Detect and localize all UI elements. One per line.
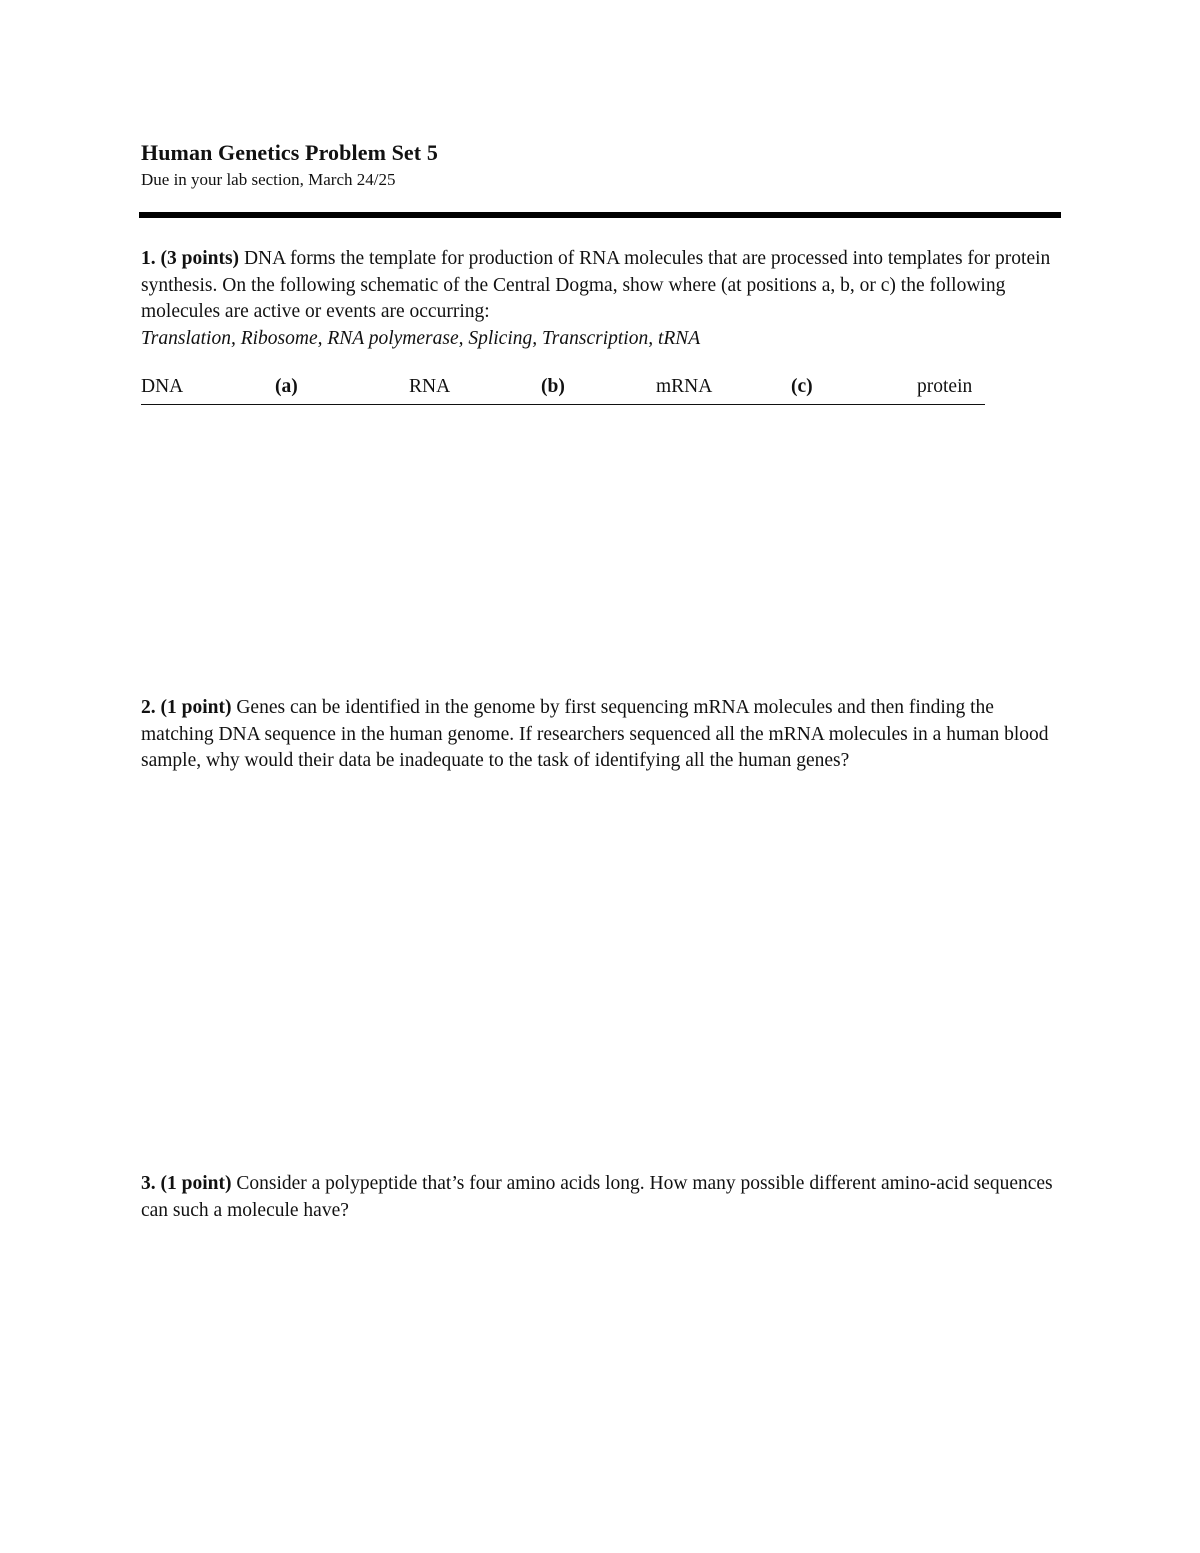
question-2 — [141, 695, 1071, 775]
question-3-number: 3. — [141, 1173, 156, 1194]
question-1-terms: Translation, Ribosome, RNA polymerase, Splicing, Transcription, tRNA — [141, 327, 701, 349]
question-2-points: (1 point) — [160, 697, 232, 718]
question-1-number: 1. — [141, 248, 156, 269]
question-1 — [141, 246, 1071, 352]
dogma-position-c: (c) — [791, 376, 813, 397]
dogma-position-a: (a) — [275, 376, 298, 397]
question-3-text: Consider a polypeptide that’s four amino acids long. How many possible different amino-acid sequences can such a molecule have? — [141, 1173, 1053, 1221]
dogma-dna-label: DNA — [141, 376, 184, 397]
question-3-points: (1 point) — [160, 1173, 232, 1194]
question-3 — [141, 1171, 1071, 1224]
central-dogma-schematic — [141, 376, 985, 405]
dogma-position-b: (b) — [541, 376, 565, 397]
dogma-mrna-label: mRNA — [656, 376, 713, 397]
due-date-subtitle: Due in your lab section, March 24/25 — [141, 170, 396, 189]
dogma-protein-label: protein — [917, 376, 973, 397]
question-1-points: (3 points) — [160, 248, 240, 269]
question-1-text: DNA forms the template for production of RNA molecules that are processed into templates for protein synthesis. On the following schematic of the Central Dogma, show where (at positions a, b, or c) the following molecules are active or events are occurring: — [141, 248, 1051, 322]
header-divider — [139, 212, 1061, 218]
document-title: Human Genetics Problem Set 5 — [141, 140, 438, 165]
dogma-rna-label: RNA — [409, 376, 451, 397]
question-2-text: Genes can be identified in the genome by first sequencing mRNA molecules and then finding the matching DNA sequence in the human genome. If researchers sequenced all the mRNA molecules in a human blood sample, why would their data be inadequate to the task of identifying all the human genes? — [141, 697, 1049, 771]
question-2-number: 2. — [141, 697, 156, 718]
